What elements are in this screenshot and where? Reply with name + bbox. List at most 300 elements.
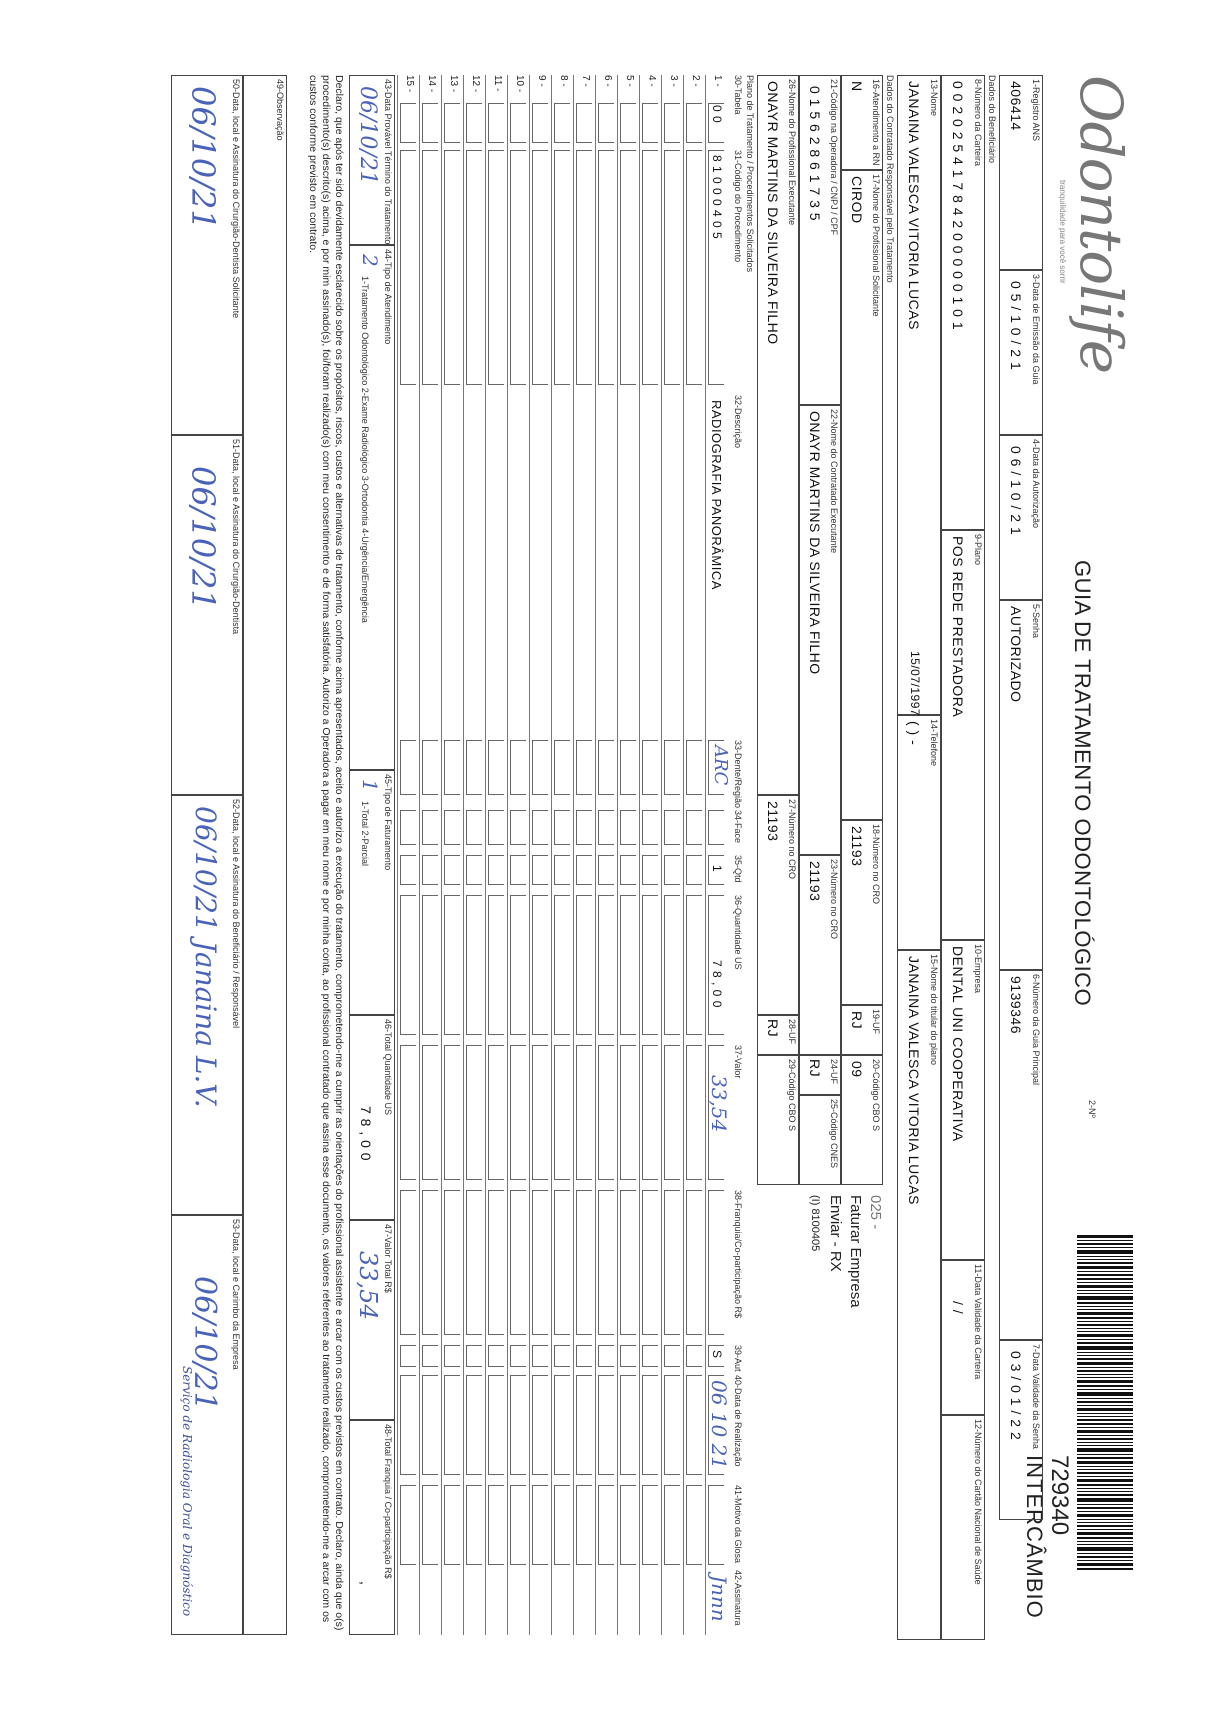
row-cell bbox=[532, 810, 548, 845]
row-cell bbox=[422, 855, 438, 885]
barcode-bar bbox=[1077, 1293, 1133, 1294]
barcode-bar bbox=[1077, 1419, 1133, 1421]
row-cell bbox=[620, 855, 636, 885]
field-titular bbox=[897, 950, 941, 1640]
barcode-bar bbox=[1077, 1507, 1133, 1509]
barcode-bar bbox=[1077, 1427, 1133, 1428]
cell-valor: 33,54 bbox=[707, 1075, 731, 1133]
field-validade-carteira bbox=[941, 1260, 985, 1415]
label: 8-Número da Carteira bbox=[973, 79, 983, 167]
row-cell bbox=[400, 150, 416, 385]
row-cell bbox=[620, 895, 636, 1035]
row-number: 13 - bbox=[448, 75, 459, 93]
row-cell bbox=[532, 855, 548, 885]
field-cbo20 bbox=[841, 1055, 883, 1185]
field-valor-total bbox=[349, 1220, 395, 1420]
label: 28-UF bbox=[787, 1019, 797, 1045]
intercambio-label: INTERCÂMBIO bbox=[1022, 1455, 1047, 1619]
row-cell bbox=[488, 895, 504, 1035]
row-cell bbox=[488, 810, 504, 845]
page-title: GUIA DE TRATAMENTO ODONTOLÓGICO bbox=[1070, 560, 1095, 1007]
barcode-bar bbox=[1077, 1266, 1133, 1269]
field-telefone bbox=[897, 715, 941, 950]
row-cell bbox=[554, 1375, 570, 1475]
guide-number: 729340 bbox=[1046, 1455, 1073, 1536]
cell-codigo: 8 1 0 0 0 4 0 5 bbox=[710, 155, 724, 240]
label: 50-Data, local e Assinatura do Cirurgião-Dentista Solicitante bbox=[231, 79, 241, 319]
row-cell bbox=[444, 1190, 460, 1335]
barcode-bar bbox=[1077, 1476, 1133, 1477]
table-row bbox=[617, 75, 639, 1635]
value: 21193 bbox=[849, 826, 865, 867]
row-cell bbox=[488, 1375, 504, 1475]
declaration: Declaro, que após ter sido devidamente esclarecido sobre os propósitos, riscos, custos e alternativas de tratamento, conforme acima apresentados, aceito e autorizo a execução do tratamento, comprometendo-me a cumprir as orientações do profissional assistente e arcar com os custos previstos em contrato. Declaro, ainda que o(s) procedimento(s) descrito(s) acima, e por mim assinado(s), foi/foram realizado(s) com meu consentimento e de forma satisfatória. Autorizo a Operadora a pagar em meu nome e por minha conta, ao profissional contratado que assina esse documento, os valores referentes ao tratamento realizado, comprometendo-me a arcar com os custos conforme previsto em contrato. bbox=[307, 75, 345, 1631]
row-cell bbox=[466, 150, 482, 385]
table-row bbox=[529, 75, 551, 1635]
row-cell bbox=[488, 150, 504, 385]
barcode-bar bbox=[1077, 1256, 1133, 1257]
row-cell bbox=[598, 103, 614, 143]
row-cell bbox=[488, 1485, 504, 1565]
field-carteira bbox=[941, 75, 985, 530]
value: RJ bbox=[849, 1011, 865, 1030]
value: RJ bbox=[765, 1019, 781, 1038]
row-cell bbox=[686, 1045, 702, 1180]
row-cell bbox=[466, 1485, 482, 1565]
row-cell bbox=[598, 740, 614, 795]
row-number: 15 - bbox=[404, 75, 415, 93]
row-cell bbox=[510, 1190, 526, 1335]
guide-no-label: 2-Nº bbox=[1087, 1100, 1097, 1118]
barcode-bar bbox=[1077, 1498, 1133, 1502]
field-guia-principal bbox=[999, 970, 1043, 1340]
side-code: 025 - bbox=[867, 1195, 884, 1230]
label: 6-Número da Guia Principal bbox=[1031, 974, 1041, 1086]
value: 06/10/21 bbox=[184, 466, 222, 610]
label: 47-Valor Total R$ bbox=[383, 1224, 393, 1293]
value: 06/10/21 bbox=[355, 86, 380, 185]
row-number: 14 - bbox=[426, 75, 437, 93]
stamp: Serviço de Radiologia Oral e Diagnóstico bbox=[180, 1366, 194, 1617]
row-cell bbox=[444, 1375, 460, 1475]
label: 26-Nome do Profissional Executante bbox=[787, 79, 797, 226]
row-cell bbox=[598, 1375, 614, 1475]
row-cell bbox=[576, 1345, 592, 1367]
col-valor: 37-Valor bbox=[733, 1045, 743, 1079]
row-cell bbox=[598, 1345, 614, 1367]
label: 15-Nome do titular do plano bbox=[929, 954, 939, 1066]
field-uf28 bbox=[757, 1015, 799, 1055]
barcode-bar bbox=[1077, 1529, 1133, 1530]
row-cell bbox=[642, 1190, 658, 1335]
field-termino bbox=[349, 75, 395, 245]
value: 9139346 bbox=[1008, 976, 1024, 1035]
value: 09 bbox=[849, 1061, 865, 1078]
col-assinatura: 42-Assinatura bbox=[733, 1570, 743, 1626]
field-cbo29 bbox=[757, 1055, 799, 1185]
label: 49-Observação bbox=[275, 79, 285, 141]
row-cell bbox=[422, 740, 438, 795]
row-cell bbox=[598, 1485, 614, 1565]
barcode-bar bbox=[1077, 1346, 1133, 1350]
barcode-bar bbox=[1077, 1537, 1133, 1539]
row-number: 10 - bbox=[514, 75, 525, 93]
row-cell bbox=[422, 1345, 438, 1367]
row-cell bbox=[664, 1190, 680, 1335]
col-dente: 33-Dente/Região bbox=[733, 740, 743, 809]
row-cell bbox=[708, 1190, 724, 1335]
barcode-bar bbox=[1077, 1355, 1133, 1356]
row-number: 1 - bbox=[712, 75, 723, 87]
label: 25-Código CNES bbox=[829, 1099, 839, 1169]
field-prof-executante bbox=[757, 75, 799, 795]
row-cell bbox=[488, 103, 504, 143]
row-cell bbox=[620, 740, 636, 795]
barcode-bar bbox=[1077, 1285, 1133, 1288]
row-cell bbox=[686, 895, 702, 1035]
barcode-bar bbox=[1077, 1430, 1133, 1433]
row-cell bbox=[686, 740, 702, 795]
barcode-bar bbox=[1077, 1278, 1133, 1280]
row-cell bbox=[576, 740, 592, 795]
barcode-bar bbox=[1077, 1525, 1133, 1527]
value: JANAINA VALESCA VITORIA LUCAS bbox=[906, 956, 922, 1205]
row-cell bbox=[532, 1045, 548, 1180]
row-cell bbox=[400, 1375, 416, 1475]
side-enviar: Enviar - RX bbox=[827, 1195, 844, 1272]
row-cell bbox=[532, 1190, 548, 1335]
field-cod-operadora bbox=[799, 75, 841, 405]
barcode-bar bbox=[1077, 1469, 1133, 1470]
field-franquia-total bbox=[349, 1420, 395, 1635]
row-cell bbox=[686, 1375, 702, 1475]
barcode-bar bbox=[1077, 1405, 1133, 1406]
field-nome bbox=[897, 75, 941, 715]
barcode-bar bbox=[1077, 1519, 1133, 1520]
barcode-bar bbox=[1077, 1358, 1133, 1360]
barcode-bar bbox=[1077, 1274, 1133, 1276]
label: 11-Data Validade da Carteira bbox=[973, 1264, 983, 1380]
row-number: 4 - bbox=[646, 75, 657, 87]
field-registro-ans bbox=[999, 75, 1043, 270]
barcode-bar bbox=[1077, 1334, 1133, 1337]
value: 2 bbox=[358, 254, 382, 267]
row-cell bbox=[664, 810, 680, 845]
col-codigo: 31-Código do Procedimento bbox=[733, 150, 743, 263]
field-tipo-faturamento bbox=[349, 770, 395, 1015]
row-cell bbox=[554, 150, 570, 385]
row-cell bbox=[576, 1190, 592, 1335]
row-cell bbox=[598, 1190, 614, 1335]
row-cell bbox=[686, 810, 702, 845]
barcode-bar bbox=[1077, 1522, 1133, 1523]
label: 22-Nome do Contratado Executante bbox=[829, 409, 839, 554]
row-cell bbox=[642, 855, 658, 885]
row-cell bbox=[488, 740, 504, 795]
row-cell bbox=[510, 1345, 526, 1367]
row-cell bbox=[444, 895, 460, 1035]
row-cell bbox=[598, 895, 614, 1035]
barcode-bar bbox=[1077, 1491, 1133, 1492]
barcode-bar bbox=[1077, 1556, 1133, 1558]
row-cell bbox=[554, 1190, 570, 1335]
col-tabela: 30-Tabela bbox=[733, 75, 743, 115]
row-cell bbox=[422, 810, 438, 845]
barcode-bar bbox=[1077, 1541, 1133, 1542]
row-cell bbox=[620, 810, 636, 845]
value: 06/10/21 Janaina L.V. bbox=[189, 806, 222, 1108]
barcode-bar bbox=[1077, 1312, 1133, 1315]
row-cell bbox=[620, 1375, 636, 1475]
table-row bbox=[595, 75, 617, 1635]
row-cell bbox=[620, 1485, 636, 1565]
barcode-bar bbox=[1077, 1488, 1133, 1489]
table-row bbox=[661, 75, 683, 1635]
row-cell bbox=[642, 150, 658, 385]
row-cell bbox=[620, 1045, 636, 1180]
label: 43-Data Provável Término do Tratamento bbox=[383, 79, 393, 245]
barcode-bar bbox=[1077, 1367, 1133, 1368]
barcode-bar bbox=[1077, 1416, 1133, 1417]
value: 1 bbox=[358, 779, 382, 792]
options: 1-Total 2-Parcial bbox=[360, 801, 370, 867]
field-uf19 bbox=[841, 1005, 883, 1055]
row-cell bbox=[642, 1375, 658, 1475]
cell-data: 06 10 21 bbox=[707, 1380, 731, 1470]
row-cell bbox=[576, 1485, 592, 1565]
row-cell bbox=[466, 1045, 482, 1180]
row-number: 2 - bbox=[690, 75, 701, 87]
row-cell bbox=[488, 855, 504, 885]
barcode-bar bbox=[1077, 1514, 1133, 1517]
barcode-bar bbox=[1077, 1553, 1133, 1554]
label: 13-Nome bbox=[929, 79, 939, 117]
barcode-bar bbox=[1077, 1321, 1133, 1322]
row-cell bbox=[400, 1485, 416, 1565]
row-number: 6 - bbox=[602, 75, 613, 87]
row-cell bbox=[422, 1485, 438, 1565]
row-cell bbox=[642, 895, 658, 1035]
value: 0 3 / 0 1 / 2 2 bbox=[1008, 1351, 1024, 1441]
barcode-bar bbox=[1077, 1544, 1133, 1545]
row-cell bbox=[422, 1045, 438, 1180]
table-row bbox=[463, 75, 485, 1635]
row-cell bbox=[400, 103, 416, 143]
col-face: 34-Face bbox=[733, 810, 743, 844]
cell-us: 7 8 , 0 0 bbox=[710, 960, 724, 1008]
row-cell bbox=[554, 1345, 570, 1367]
field-prof-solicitante bbox=[841, 170, 883, 820]
field-tipo-atendimento bbox=[349, 245, 395, 770]
barcode-bar bbox=[1077, 1385, 1133, 1387]
barcode-bar bbox=[1077, 1296, 1133, 1300]
label: 44-Tipo de Atendimento bbox=[383, 249, 393, 345]
row-cell bbox=[510, 855, 526, 885]
row-cell bbox=[422, 1190, 438, 1335]
row-cell bbox=[466, 1190, 482, 1335]
barcode-bar bbox=[1077, 1438, 1133, 1440]
field-cro27 bbox=[757, 795, 799, 1015]
row-cell bbox=[554, 740, 570, 795]
barcode-bar bbox=[1077, 1271, 1133, 1272]
row-cell bbox=[620, 1190, 636, 1335]
barcode-bar bbox=[1077, 1377, 1133, 1378]
row-cell bbox=[532, 1485, 548, 1565]
value: 21193 bbox=[765, 801, 781, 842]
row-cell bbox=[576, 810, 592, 845]
side-faturar: Faturar Empresa bbox=[847, 1195, 864, 1308]
row-cell bbox=[488, 1190, 504, 1335]
row-cell bbox=[554, 810, 570, 845]
value: ( ) - bbox=[906, 721, 922, 746]
label: 19-UF bbox=[871, 1009, 881, 1035]
row-cell bbox=[620, 103, 636, 143]
barcode-bar bbox=[1077, 1423, 1133, 1425]
row-number: 3 - bbox=[668, 75, 679, 87]
row-cell bbox=[422, 150, 438, 385]
barcode-bar bbox=[1077, 1448, 1133, 1452]
logo-tagline: tranquilidade para você sorrir bbox=[1058, 180, 1067, 284]
row-cell bbox=[466, 810, 482, 845]
label: 16-Atendimento a RN bbox=[871, 79, 881, 166]
barcode-bar bbox=[1077, 1339, 1133, 1340]
row-cell bbox=[664, 1345, 680, 1367]
row-cell bbox=[400, 855, 416, 885]
row-cell bbox=[510, 1045, 526, 1180]
row-cell bbox=[444, 740, 460, 795]
birth-date: 15/07/1997 bbox=[908, 651, 922, 717]
label: 20-Código CBO S bbox=[871, 1059, 881, 1132]
col-qtd: 35-Qtd bbox=[733, 855, 743, 883]
barcode-bar bbox=[1077, 1342, 1133, 1344]
row-cell bbox=[554, 1485, 570, 1565]
row-cell bbox=[664, 1485, 680, 1565]
row-number: 7 - bbox=[580, 75, 591, 87]
barcode-bar bbox=[1077, 1250, 1133, 1254]
field-plano bbox=[941, 530, 985, 940]
table-row bbox=[397, 75, 419, 1635]
row-cell bbox=[532, 1345, 548, 1367]
row-cell bbox=[400, 1345, 416, 1367]
barcode-bar bbox=[1077, 1324, 1133, 1326]
label: 1-Registro ANS bbox=[1031, 79, 1041, 142]
row-cell bbox=[444, 1485, 460, 1565]
col-aut: 39-Aut bbox=[733, 1345, 743, 1372]
row-cell bbox=[642, 1045, 658, 1180]
barcode-bar bbox=[1077, 1461, 1133, 1464]
barcode-bar bbox=[1077, 1370, 1133, 1372]
cell-assin: Jnnn bbox=[707, 1575, 731, 1622]
field-cro18 bbox=[841, 820, 883, 1005]
barcode-bar bbox=[1077, 1532, 1133, 1535]
row-cell bbox=[466, 1375, 482, 1475]
barcode-bar bbox=[1077, 1262, 1133, 1264]
row-cell bbox=[598, 1045, 614, 1180]
field-rn bbox=[841, 75, 883, 170]
row-cell bbox=[664, 150, 680, 385]
row-cell bbox=[576, 150, 592, 385]
row-cell bbox=[532, 740, 548, 795]
label: 3-Data de Emissão da Guia bbox=[1031, 274, 1041, 385]
row-number: 9 - bbox=[536, 75, 547, 87]
row-cell bbox=[444, 103, 460, 143]
barcode-bar bbox=[1077, 1243, 1133, 1245]
table-row bbox=[639, 75, 661, 1635]
barcode-bar bbox=[1077, 1408, 1133, 1411]
row-cell bbox=[554, 103, 570, 143]
barcode-bar bbox=[1077, 1457, 1133, 1459]
table-row bbox=[485, 75, 507, 1635]
row-cell bbox=[686, 1345, 702, 1367]
field-empresa bbox=[941, 940, 985, 1260]
value: 0 0 2 0 2 5 4 1 7 8 4 2 0 0 0 0 0 1 0 1 bbox=[950, 81, 966, 331]
label: 7-Data Validade da Senha bbox=[1031, 1344, 1041, 1449]
value: 33,54 bbox=[354, 1251, 382, 1320]
value: , bbox=[358, 1581, 374, 1586]
row-cell bbox=[444, 855, 460, 885]
barcode-bar bbox=[1077, 1401, 1133, 1403]
label: 51-Data, local e Assinatura do Cirurgião-Dentista bbox=[231, 439, 241, 635]
row-cell bbox=[576, 895, 592, 1035]
cell-tabela: 0 0 bbox=[710, 105, 724, 124]
section-plano: Plano de Tratamento / Procedimentos Solicitados bbox=[745, 75, 755, 273]
label: 10-Empresa bbox=[973, 944, 983, 994]
barcode-bar bbox=[1077, 1309, 1133, 1310]
field-validade-senha bbox=[999, 1340, 1043, 1520]
barcode-bar bbox=[1077, 1380, 1133, 1383]
row-cell bbox=[686, 1485, 702, 1565]
value: 21193 bbox=[807, 861, 823, 902]
value: RJ bbox=[807, 1059, 823, 1078]
value: 0 1 5 6 2 8 6 1 7 3 5 bbox=[807, 86, 823, 222]
field-contratado bbox=[799, 405, 841, 855]
row-cell bbox=[642, 1485, 658, 1565]
row-cell bbox=[444, 150, 460, 385]
barcode bbox=[1077, 1235, 1133, 1695]
row-cell bbox=[664, 740, 680, 795]
field-data-autorizacao bbox=[999, 435, 1043, 600]
barcode-bar bbox=[1077, 1331, 1133, 1332]
label: 21-Código na Operadora / CNPJ / CPF bbox=[829, 79, 839, 236]
row-cell bbox=[532, 103, 548, 143]
label: 27-Número no CRO bbox=[787, 799, 797, 880]
row-cell bbox=[642, 1345, 658, 1367]
barcode-bar bbox=[1077, 1362, 1133, 1365]
value: 0 6 / 1 0 / 2 1 bbox=[1008, 446, 1024, 536]
plan-header bbox=[729, 75, 743, 1635]
row-cell bbox=[422, 1375, 438, 1475]
label: 46-Total Quantidade US bbox=[383, 1019, 393, 1116]
value: DENTAL UNI COOPERATIVA bbox=[950, 946, 966, 1142]
field-total-us bbox=[349, 1015, 395, 1220]
row-cell bbox=[400, 740, 416, 795]
row-cell bbox=[554, 855, 570, 885]
field-cnes bbox=[799, 1095, 841, 1185]
table-row bbox=[419, 75, 441, 1635]
row-cell bbox=[686, 150, 702, 385]
field-cro23 bbox=[799, 855, 841, 1055]
row-cell bbox=[686, 855, 702, 885]
row-cell bbox=[400, 810, 416, 845]
row-cell bbox=[422, 895, 438, 1035]
label: 48-Total Franquia / Co-participação R$ bbox=[383, 1424, 393, 1579]
row-cell bbox=[488, 1045, 504, 1180]
section-contratado: Dados do Contratado Responsável pelo Tratamento bbox=[885, 75, 895, 283]
label: 17-Nome do Profissional Solicitante bbox=[871, 174, 881, 317]
barcode-bar bbox=[1077, 1494, 1133, 1496]
row-cell bbox=[642, 103, 658, 143]
table-row bbox=[507, 75, 529, 1635]
